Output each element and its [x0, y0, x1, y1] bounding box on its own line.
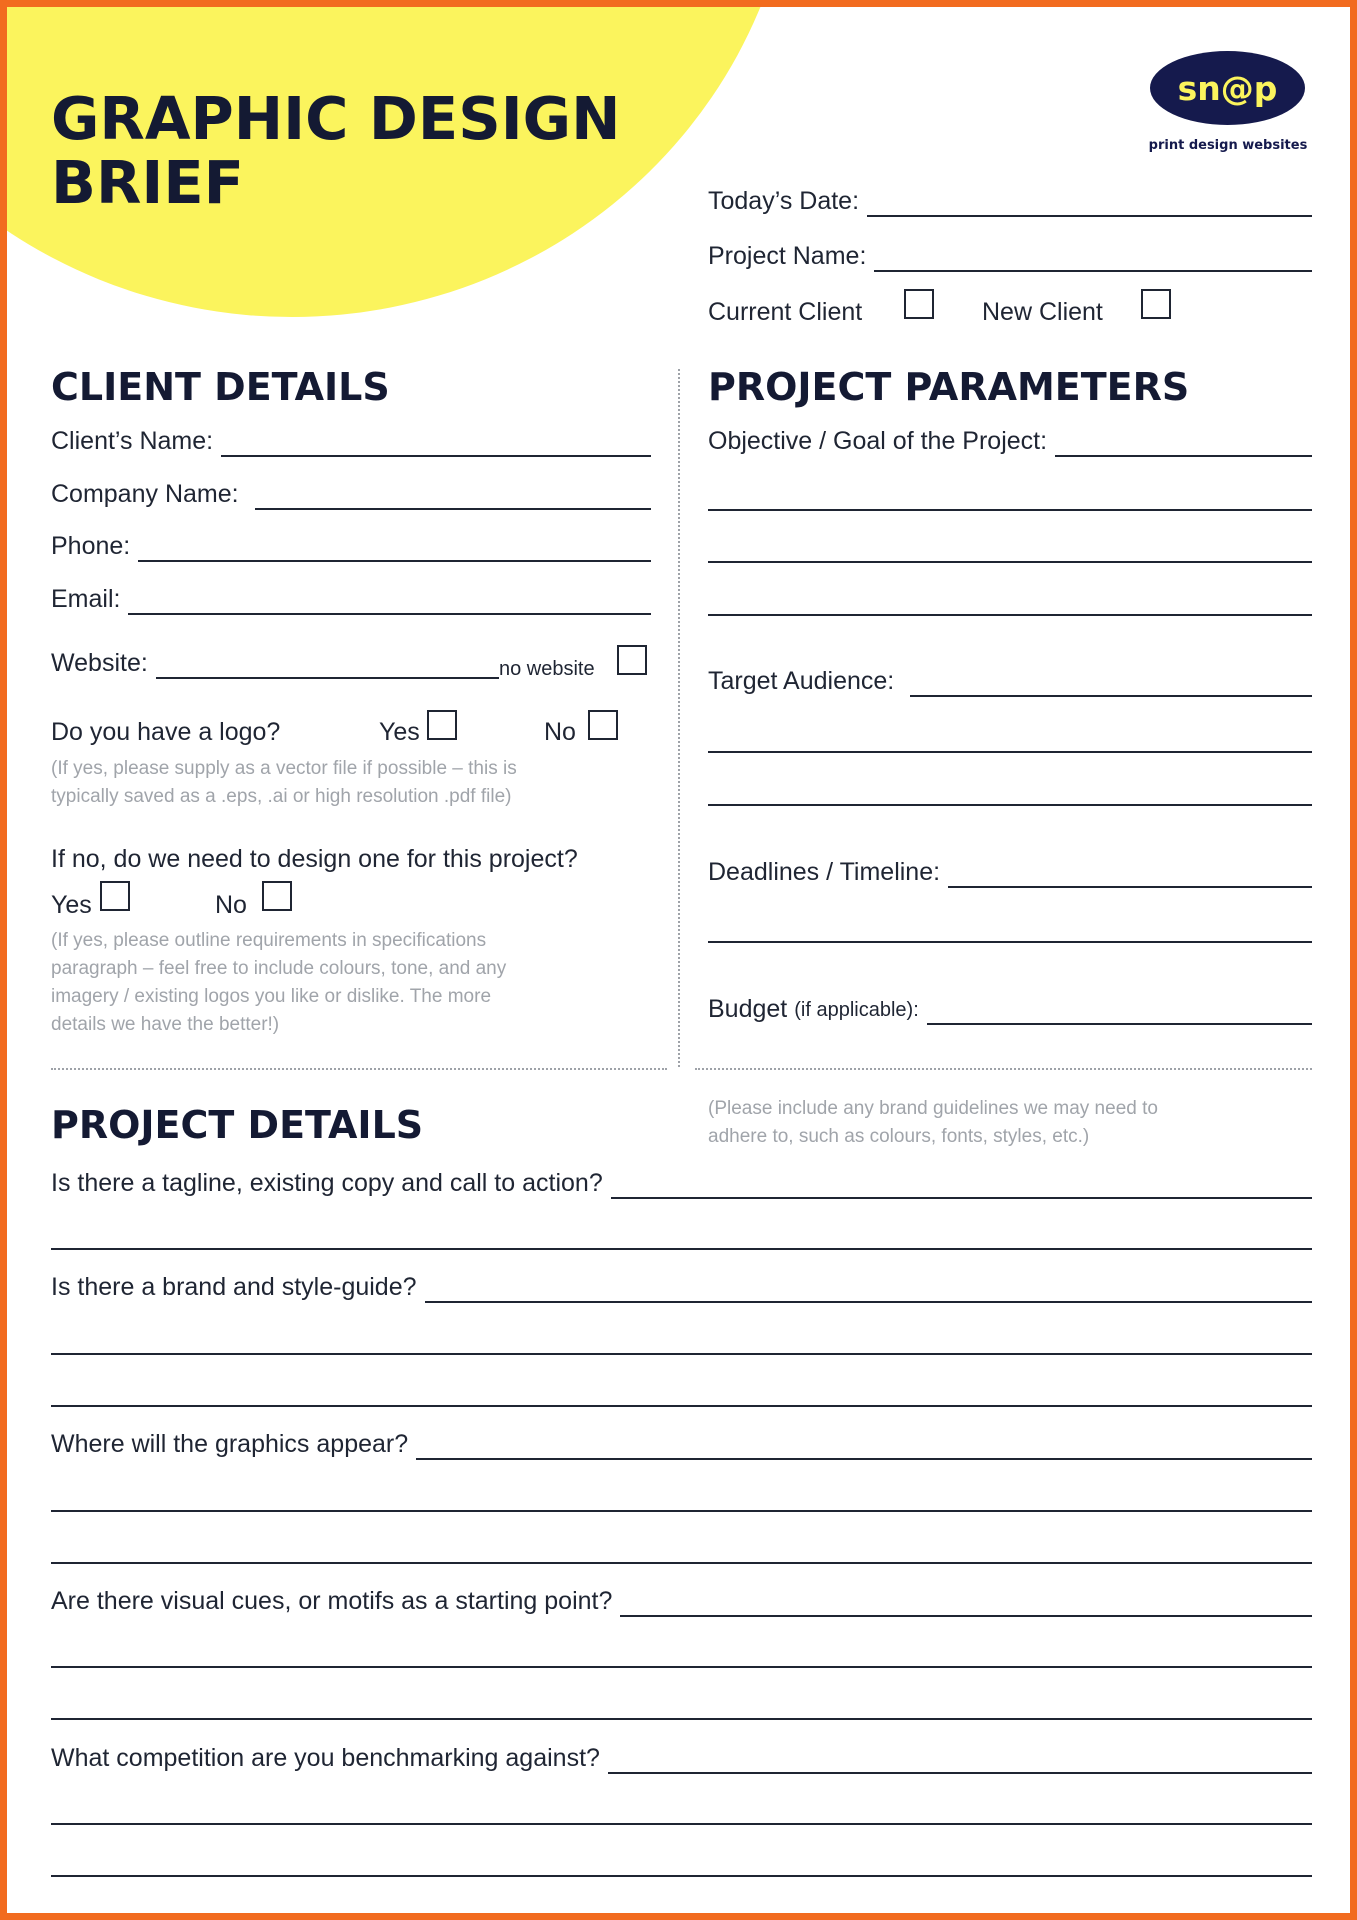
brand-guide-line[interactable] [425, 1301, 1312, 1303]
deadlines-label: Deadlines / Timeline: [708, 858, 941, 886]
objective-line[interactable] [708, 614, 1312, 616]
target-audience-line[interactable] [708, 751, 1312, 753]
logo-no-checkbox[interactable] [588, 710, 618, 740]
logo-text: sn@p [1177, 68, 1278, 108]
visual-cues-line[interactable] [51, 1718, 1312, 1720]
client-name-label: Client’s Name: [51, 427, 214, 455]
competition-question: What competition are you benchmarking against? [51, 1744, 600, 1772]
design-yes-label: Yes [51, 891, 92, 919]
visual-cues-question: Are there visual cues, or motifs as a starting point? [51, 1587, 613, 1615]
client-name-field [51, 427, 651, 459]
logo-note-line: (If yes, please supply as a vector file if possible – this is [51, 758, 517, 779]
email-label: Email: [51, 585, 121, 613]
design-note-line: imagery / existing logos you like or dislike. The more [51, 986, 492, 1007]
tagline-line[interactable] [51, 1248, 1312, 1250]
brand-guide-question: Is there a brand and style-guide? [51, 1273, 417, 1301]
page-title-line-2: BRIEF [51, 148, 244, 217]
email-field [51, 585, 651, 617]
new-client-label: New Client [982, 298, 1103, 326]
graphics-placement-line[interactable] [51, 1510, 1312, 1512]
design-note [51, 927, 506, 1039]
snap-logo [1150, 51, 1305, 125]
logo-tagline: print design websites [1148, 138, 1308, 153]
design-no-label: No [215, 891, 247, 919]
tagline-question: Is there a tagline, existing copy and call to action? [51, 1169, 603, 1197]
logo-no-label: No [544, 718, 576, 746]
project-parameters-heading: PROJECT PARAMETERS [708, 365, 1190, 409]
design-logo-question: If no, do we need to design one for this project? [51, 845, 578, 873]
competition-field [51, 1744, 1312, 1776]
objective-field [708, 427, 1312, 459]
no-website-label: no website [499, 658, 595, 680]
todays-date-label: Today’s Date: [708, 187, 860, 215]
brand-note-line: adhere to, such as colours, fonts, styles, etc.) [708, 1126, 1090, 1147]
deadlines-line[interactable] [708, 941, 1312, 943]
competition-line[interactable] [51, 1875, 1312, 1877]
design-note-line: paragraph – feel free to include colours, tone, and any [51, 958, 507, 979]
phone-field [51, 532, 651, 564]
logo-note-line: typically saved as a .eps, .ai or high resolution .pdf file) [51, 786, 512, 807]
page-title-line-1: GRAPHIC DESIGN [51, 84, 621, 153]
budget-line[interactable] [927, 1023, 1312, 1025]
website-label: Website: [51, 649, 148, 677]
design-no-checkbox[interactable] [262, 881, 292, 911]
design-note-line: (If yes, please outline requirements in specifications [51, 930, 487, 951]
brand-note-line: (Please include any brand guidelines we may need to [708, 1098, 1158, 1119]
graphics-placement-question: Where will the graphics appear? [51, 1430, 409, 1458]
brand-guidelines-note [708, 1095, 1158, 1151]
company-name-field [51, 480, 651, 512]
no-website-checkbox[interactable] [617, 645, 647, 675]
competition-line[interactable] [608, 1772, 1312, 1774]
new-client-checkbox[interactable] [1141, 289, 1171, 319]
design-note-line: details we have the better!) [51, 1014, 280, 1035]
objective-line[interactable] [1055, 455, 1312, 457]
phone-line[interactable] [138, 560, 651, 562]
visual-cues-field [51, 1587, 1312, 1619]
company-name-line[interactable] [255, 508, 651, 510]
deadlines-line[interactable] [948, 886, 1312, 888]
target-audience-label: Target Audience: [708, 667, 895, 695]
phone-label: Phone: [51, 532, 131, 560]
tagline-field [51, 1169, 1312, 1201]
project-name-field [708, 242, 1312, 274]
column-divider [678, 369, 680, 1067]
graphics-placement-line[interactable] [416, 1458, 1312, 1460]
budget-label: Budget [708, 995, 788, 1023]
visual-cues-line[interactable] [620, 1615, 1312, 1617]
budget-label-suffix: (if applicable): [794, 999, 919, 1021]
tagline-line[interactable] [611, 1197, 1312, 1199]
target-audience-line[interactable] [708, 804, 1312, 806]
target-audience-line[interactable] [910, 695, 1312, 697]
current-client-checkbox[interactable] [904, 289, 934, 319]
logo-yes-checkbox[interactable] [427, 710, 457, 740]
client-name-line[interactable] [221, 455, 651, 457]
section-divider-left [51, 1068, 667, 1070]
todays-date-line[interactable] [867, 215, 1312, 217]
objective-line[interactable] [708, 509, 1312, 511]
brief-form-page [7, 7, 1350, 1913]
logo-note [51, 755, 517, 811]
page-title [51, 84, 621, 217]
brand-guide-line[interactable] [51, 1353, 1312, 1355]
section-divider-right [695, 1068, 1312, 1070]
competition-line[interactable] [51, 1823, 1312, 1825]
logo-question: Do you have a logo? [51, 718, 281, 746]
objective-label: Objective / Goal of the Project: [708, 427, 1048, 455]
visual-cues-line[interactable] [51, 1666, 1312, 1668]
objective-line[interactable] [708, 561, 1312, 563]
project-name-label: Project Name: [708, 242, 867, 270]
project-details-heading: PROJECT DETAILS [51, 1103, 424, 1147]
logo-yes-label: Yes [379, 718, 420, 746]
brand-guide-field [51, 1273, 1312, 1305]
target-audience-field [708, 667, 1312, 699]
graphics-placement-line[interactable] [51, 1562, 1312, 1564]
graphics-placement-field [51, 1430, 1312, 1462]
deadlines-field [708, 858, 1312, 890]
brand-guide-line[interactable] [51, 1405, 1312, 1407]
website-field [51, 649, 499, 681]
design-yes-checkbox[interactable] [100, 881, 130, 911]
website-line[interactable] [156, 677, 499, 679]
current-client-label: Current Client [708, 298, 863, 326]
budget-field [708, 995, 1312, 1027]
todays-date-field [708, 187, 1312, 219]
client-details-heading: CLIENT DETAILS [51, 365, 390, 409]
project-name-line[interactable] [874, 270, 1312, 272]
company-name-label: Company Name: [51, 480, 239, 508]
email-line[interactable] [128, 613, 651, 615]
